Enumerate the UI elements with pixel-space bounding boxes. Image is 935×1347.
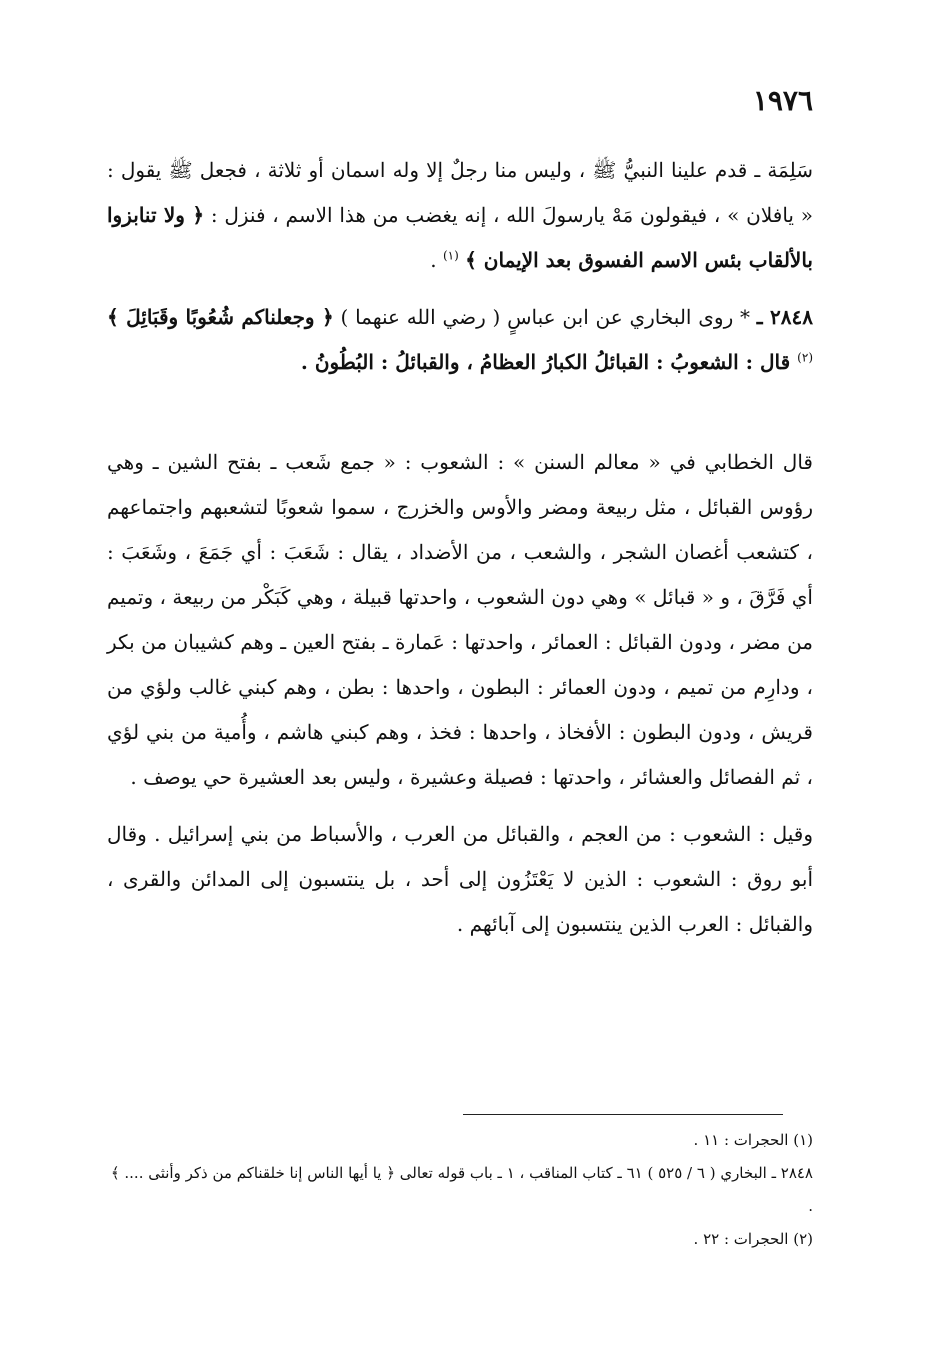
quran-verse-end: بالألقاب بئس الاسم الفسوق بعد الإيمان ﴾ <box>465 248 813 272</box>
continuation-line-1: سَلِمَة ـ قدم علينا النبيُّ ﷺ ، وليس منا رجلٌ إلا وله اسمان أو ثلاثة ، فجعل ﷺ يقول : <box>107 158 813 182</box>
khattabi-paragraph <box>107 440 813 800</box>
footnote-2: (٢) الحجرات : ٢٢ . <box>693 1230 813 1248</box>
footnote-ref-1: (١) <box>442 248 459 263</box>
footnotes <box>107 1124 813 1256</box>
footnote-divider <box>463 1114 783 1115</box>
hadith-intro: * روى البخاري عن ابن عباسٍ ( رضي الله عنهما ) <box>333 305 757 329</box>
page-number: ١٩٧٦ <box>752 84 813 117</box>
qila-text: وقيل : الشعوب : من العجم ، والقبائل من العرب ، والأسباط من بني إسرائيل . وقال أبو روق : الشعوب : الذين لا يَعْتَزُون إلى أحد ، بل ينتسبون إلى المدائن والقرى ، والقبائل : العرب الذين ينتسبون إلى آبائهم . <box>107 822 813 936</box>
continuation-line-2: « يافلان » ، فيقولون مَهْ يارسولَ الله ، إنه يغضب من هذا الاسم ، فنزل : <box>204 203 813 227</box>
hadith-2848 <box>107 295 813 385</box>
footnote-hadith-2848: ٢٨٤٨ ـ البخاري ( ٦ / ٥٢٥ ) ٦١ ـ كتاب المناقب ، ١ ـ باب قوله تعالى ﴿ يا أيها الناس إنا خلقناكم من ذكر وأنثى .... ﴾ . <box>110 1164 813 1215</box>
continuation-end: . <box>430 248 443 272</box>
hadith-verse: ﴿ وجعلناكم شُعُوبًا وقَبَائِلَ ﴾ <box>107 305 334 329</box>
hadith-text: قال : الشعوبُ : القبائلُ الكبارُ العظامُ ، والقبائلُ : البُطُونُ . <box>300 350 798 374</box>
qila-paragraph <box>107 812 813 947</box>
quran-verse-start: ﴿ ولا تنابزوا <box>107 203 205 227</box>
hadith-number: ٢٨٤٨ ـ <box>756 305 814 329</box>
footnote-ref-2: (٢) <box>797 350 813 365</box>
paragraph-continuation <box>107 148 813 283</box>
khattabi-text: قال الخطابي في « معالم السنن » : الشعوب : « جمع شَعب ـ بفتح الشين ـ وهي رؤوس القبائل ، مثل ربيعة ومضر والأوس والخزرج ، سموا شعوبًا لتشعبهم واجتماعهم ، كتشعب أغصان الشجر ، والشعب ، من الأضداد ، يقال : شَعَبَ : أي جَمَعَ ، وشَعَبَ : أي فَرَّقَ ، و « قبائل » وهي دون الشعوب ، واحدتها قبيلة ، وهي كَبَكْر من ربيعة ، وتميم من مضر ، ودون القبائل : العمائر ، واحدتها : عَمارة ـ بفتح العين ـ وهم كشيبان من بكر ، ودارِم من تميم ، ودون العمائر : البطون ، واحدها : بطن ، وهم كبني غالب ولؤي من قريش ، ودون البطون : الأفخاذ ، واحدها : فخذ ، وهم كبني هاشم ، وأُمية من بني لؤي ، ثم الفصائل والعشائر ، واحدتها : فصيلة وعشيرة ، وليس بعد العشيرة حي يوصف . <box>107 450 813 789</box>
footnote-1: (١) الحجرات : ١١ . <box>693 1131 813 1149</box>
